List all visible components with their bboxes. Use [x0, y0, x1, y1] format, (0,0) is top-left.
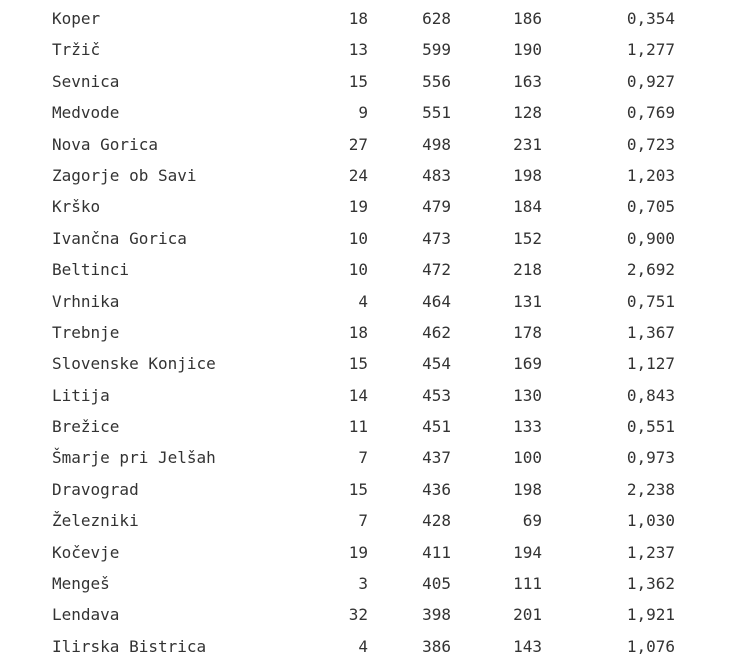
value-col-2: 411 [422, 542, 451, 562]
value-col-1: 15 [348, 479, 368, 499]
table-row [0, 348, 736, 379]
value-col-4: 0,551 [626, 417, 675, 437]
value-col-3: 131 [513, 291, 542, 311]
value-col-1: 3 [358, 574, 368, 594]
municipality-name: Slovenske Konjice [52, 354, 216, 374]
municipality-name: Tržič [52, 40, 101, 60]
table-row [0, 505, 736, 536]
table-row [0, 442, 736, 473]
municipality-name: Vrhnika [52, 291, 120, 311]
value-col-4: 2,692 [626, 260, 675, 280]
value-col-3: 194 [513, 542, 542, 562]
value-col-1: 18 [348, 9, 368, 28]
value-col-1: 24 [348, 165, 368, 185]
value-col-4: 0,843 [626, 385, 675, 405]
municipality-name: Lendava [52, 605, 120, 625]
value-col-1: 19 [348, 197, 368, 217]
value-col-1: 7 [358, 511, 368, 531]
municipality-name: Sevnica [52, 71, 120, 91]
table-row [0, 191, 736, 222]
value-col-2: 551 [422, 103, 451, 123]
value-col-3: 169 [513, 354, 542, 374]
municipality-name: Ilirska Bistrica [52, 636, 207, 656]
table-row [0, 599, 736, 630]
value-col-1: 19 [348, 542, 368, 562]
table-row [0, 223, 736, 254]
value-col-4: 0,973 [626, 448, 675, 468]
value-col-4: 1,367 [626, 322, 675, 342]
value-col-4: 1,203 [626, 165, 675, 185]
municipality-name: Beltinci [52, 260, 130, 280]
municipality-name: Kočevje [52, 542, 120, 562]
value-col-2: 437 [422, 448, 451, 468]
municipality-name: Brežice [52, 417, 120, 437]
value-col-4: 0,354 [626, 9, 675, 28]
value-col-3: 152 [513, 228, 542, 248]
value-col-2: 599 [422, 40, 451, 60]
value-col-3: 111 [513, 574, 542, 594]
municipality-name: Dravograd [52, 479, 139, 499]
municipality-name: Železniki [52, 511, 139, 531]
value-col-3: 130 [513, 385, 542, 405]
value-col-2: 386 [422, 636, 451, 656]
municipality-name: Šmarje pri Jelšah [52, 448, 216, 468]
table-row [0, 631, 736, 662]
municipality-name: Litija [52, 385, 110, 405]
value-col-3: 198 [513, 479, 542, 499]
value-col-2: 473 [422, 228, 451, 248]
value-col-3: 128 [513, 103, 542, 123]
value-col-4: 2,238 [626, 479, 675, 499]
value-col-3: 100 [513, 448, 542, 468]
table-row [0, 129, 736, 160]
value-col-1: 11 [348, 417, 368, 437]
value-col-4: 1,030 [626, 511, 675, 531]
value-col-1: 9 [358, 103, 368, 123]
table-row [0, 3, 736, 34]
value-col-3: 201 [513, 605, 542, 625]
value-col-1: 13 [348, 40, 368, 60]
value-col-1: 10 [348, 228, 368, 248]
value-col-1: 4 [358, 636, 368, 656]
table-row [0, 474, 736, 505]
value-col-2: 454 [422, 354, 451, 374]
value-col-3: 163 [513, 71, 542, 91]
table-row [0, 411, 736, 442]
value-col-2: 483 [422, 165, 451, 185]
value-col-4: 1,076 [626, 636, 675, 656]
table-row [0, 537, 736, 568]
value-col-4: 1,237 [626, 542, 675, 562]
value-col-2: 498 [422, 134, 451, 154]
value-col-4: 1,921 [626, 605, 675, 625]
table-row [0, 160, 736, 191]
table-row [0, 380, 736, 411]
municipality-name: Mengeš [52, 574, 110, 594]
value-col-4: 1,277 [626, 40, 675, 60]
table-row [0, 568, 736, 599]
value-col-2: 453 [422, 385, 451, 405]
table-row [0, 254, 736, 285]
value-col-2: 428 [422, 511, 451, 531]
value-col-2: 436 [422, 479, 451, 499]
value-col-2: 405 [422, 574, 451, 594]
municipality-name: Trebnje [52, 322, 120, 342]
value-col-1: 10 [348, 260, 368, 280]
value-col-1: 7 [358, 448, 368, 468]
table-row [0, 34, 736, 65]
value-col-4: 1,127 [626, 354, 675, 374]
value-col-3: 231 [513, 134, 542, 154]
municipality-name: Koper [52, 9, 101, 28]
value-col-2: 479 [422, 197, 451, 217]
municipality-name: Krško [52, 197, 101, 217]
value-col-4: 0,723 [626, 134, 675, 154]
value-col-2: 472 [422, 260, 451, 280]
value-col-3: 178 [513, 322, 542, 342]
table-row [0, 317, 736, 348]
value-col-3: 218 [513, 260, 542, 280]
value-col-3: 198 [513, 165, 542, 185]
value-col-2: 398 [422, 605, 451, 625]
value-col-1: 15 [348, 354, 368, 374]
value-col-3: 69 [522, 511, 542, 531]
value-col-4: 0,927 [626, 71, 675, 91]
value-col-4: 0,900 [626, 228, 675, 248]
municipality-table [0, 3, 736, 662]
value-col-1: 15 [348, 71, 368, 91]
municipality-name: Medvode [52, 103, 120, 123]
table-row [0, 286, 736, 317]
value-col-4: 0,769 [626, 103, 675, 123]
value-col-2: 556 [422, 71, 451, 91]
value-col-2: 628 [422, 9, 451, 28]
value-col-3: 184 [513, 197, 542, 217]
municipality-name: Ivančna Gorica [52, 228, 187, 248]
value-col-3: 143 [513, 636, 542, 656]
value-col-3: 133 [513, 417, 542, 437]
value-col-2: 451 [422, 417, 451, 437]
value-col-1: 27 [348, 134, 368, 154]
table-row [0, 66, 736, 97]
table-row [0, 97, 736, 128]
value-col-1: 18 [348, 322, 368, 342]
value-col-4: 0,751 [626, 291, 675, 311]
value-col-3: 186 [513, 9, 542, 28]
value-col-3: 190 [513, 40, 542, 60]
municipality-name: Zagorje ob Savi [52, 165, 197, 185]
value-col-1: 4 [358, 291, 368, 311]
value-col-2: 462 [422, 322, 451, 342]
value-col-4: 0,705 [626, 197, 675, 217]
value-col-1: 32 [348, 605, 368, 625]
value-col-4: 1,362 [626, 574, 675, 594]
value-col-1: 14 [348, 385, 368, 405]
municipality-name: Nova Gorica [52, 134, 158, 154]
value-col-2: 464 [422, 291, 451, 311]
